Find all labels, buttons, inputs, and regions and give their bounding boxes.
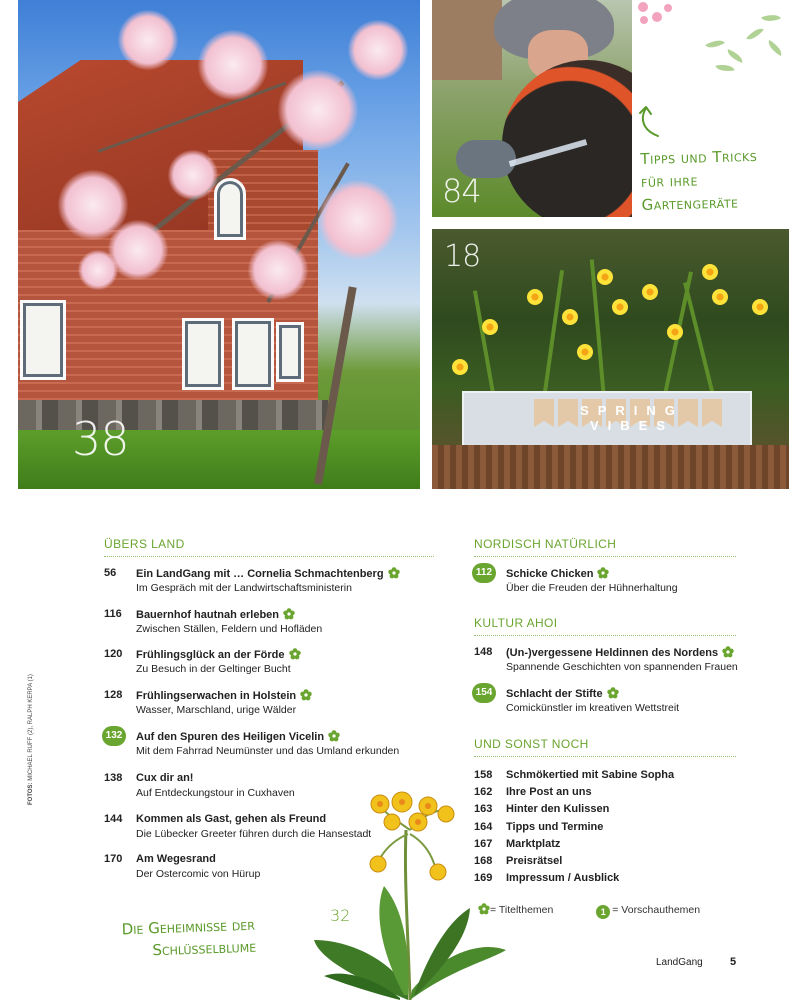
window <box>232 318 274 390</box>
daffodil <box>702 264 718 280</box>
toc-title <box>506 567 609 580</box>
toc-page-number: 170 <box>104 853 123 865</box>
toc-entry <box>474 769 674 781</box>
toc-title-text: Frühlingserwachen in Holstein <box>136 690 297 702</box>
daffodil <box>597 269 613 285</box>
leaf <box>473 290 496 399</box>
toc-title-text: Am Wegesrand <box>136 853 216 865</box>
toc-page-number: 138 <box>104 772 123 784</box>
primrose-line: Die Geheimnisse der <box>121 915 256 939</box>
toc-title-text: Cux dir an! <box>136 772 194 784</box>
title-theme-flower-icon <box>300 689 312 701</box>
toc-title-text: Kommen als Gast, gehen als Freund <box>136 813 327 825</box>
blossom <box>118 10 178 70</box>
toc-subtitle: Wasser, Marschland, urige Wälder <box>136 704 297 716</box>
title-theme-flower-icon <box>607 687 619 699</box>
legend-preview-label: = Vorschauthemen <box>612 904 701 916</box>
toc-title <box>506 646 734 659</box>
preview-badge: 1 <box>596 905 610 919</box>
toc-title <box>136 813 326 825</box>
toc-title-text: Bauernhof hautnah erleben <box>136 609 280 621</box>
toc-page-number: 148 <box>474 646 493 658</box>
callout-line: Tipps und Tricks <box>640 146 758 168</box>
toc-page-number: 132 <box>102 726 126 746</box>
toc-page-number: 56 <box>104 567 117 579</box>
section-divider <box>474 635 736 636</box>
daffodil <box>752 299 768 315</box>
toc-subtitle: Comickünstler im kreativen Wettstreit <box>506 702 680 714</box>
toc-title: Schmökertied mit Sabine Sopha <box>506 769 675 781</box>
title-theme-flower-icon <box>722 646 734 658</box>
leaf <box>725 49 745 63</box>
blossom <box>278 70 358 150</box>
section-title-kultur-ahoi: KULTUR AHOI <box>474 616 558 630</box>
toc-title: Marktplatz <box>506 837 561 850</box>
window <box>214 178 246 240</box>
credits-text: MICHAEL RUFF (2), RALPH KERPA (1) <box>28 674 34 783</box>
leaf <box>746 25 764 44</box>
toc-subtitle: Die Lübecker Greeter führen durch die Hansestadt <box>136 828 372 840</box>
toc-page-number: 112 <box>472 563 496 583</box>
primrose-line: Schlüsselblume <box>152 937 257 960</box>
credits-label: FOTOS: <box>28 782 34 805</box>
window <box>182 318 224 390</box>
toc-title <box>136 648 301 661</box>
blossom <box>248 240 308 300</box>
toc-title-text: Auf den Spuren des Heiligen Vicelin <box>136 731 325 743</box>
shirt <box>432 0 502 80</box>
leaf <box>705 36 725 52</box>
page-number-32: 32 <box>330 906 351 925</box>
blossom <box>78 250 118 290</box>
callout-line: für ihre <box>640 171 699 191</box>
toc-page-number: 168 <box>474 855 493 867</box>
toc-title-text: Frühlingsglück an der Förde <box>136 649 285 661</box>
mower-deck <box>502 60 632 217</box>
window <box>20 300 66 380</box>
toc-page-number: 144 <box>104 813 123 825</box>
section-divider <box>104 556 434 557</box>
toc-title-text: (Un-)vergessene Heldinnen des Nordens <box>506 647 719 659</box>
garden-tools-callout <box>640 144 789 217</box>
daffodil <box>482 319 498 335</box>
page-number-38: 38 <box>72 412 129 466</box>
toc-title-text: Schlacht der Stifte <box>506 688 603 700</box>
garden-tools-photo <box>432 0 632 217</box>
daffodil <box>612 299 628 315</box>
daffodil <box>452 359 468 375</box>
toc-subtitle: Der Ostercomic von Hürup <box>136 868 261 880</box>
leaf <box>683 282 716 399</box>
toc-subtitle: Zu Besuch in der Geltinger Bucht <box>136 663 291 675</box>
daffodil <box>667 324 683 340</box>
leaf <box>765 40 785 56</box>
petal <box>664 4 672 12</box>
section-title-uebers-land: ÜBERS LAND <box>104 537 185 551</box>
title-theme-flower-icon <box>597 567 609 579</box>
toc-title: Impressum / Ausblick <box>506 872 620 885</box>
section-title-nordisch-natuerlich: NORDISCH NATÜRLICH <box>474 537 617 551</box>
toc-page-number: 128 <box>104 689 123 701</box>
toc-page-number: 158 <box>474 769 493 781</box>
curved-arrow-icon <box>636 104 666 138</box>
daffodil <box>562 309 578 325</box>
toc-title <box>136 853 216 865</box>
toc-title-text: Schicke Chicken <box>506 568 594 580</box>
toc-title: Hinter den Kulissen <box>506 803 610 816</box>
toc-page-number: 164 <box>474 820 493 833</box>
section-title-und-sonst-noch: UND SONST NOCH <box>474 737 589 751</box>
title-theme-flower-icon <box>289 648 301 660</box>
planter-lettering: SPRING VIBES <box>580 403 684 433</box>
toc-subtitle: Im Gespräch mit der Landwirtschaftsministerin <box>136 582 352 594</box>
toc-page-number: 167 <box>474 837 493 850</box>
title-theme-flower-icon <box>388 567 400 579</box>
toc-page-number: 116 <box>104 608 122 620</box>
toc-page-number: 120 <box>104 648 123 660</box>
petal <box>652 12 662 22</box>
legend-title-label: = Titelthemen <box>490 904 554 916</box>
leaf <box>542 270 564 399</box>
blossom <box>198 30 268 100</box>
petal <box>638 2 648 12</box>
toc-subtitle: Zwischen Ställen, Feldern und Hofläden <box>136 623 323 635</box>
blossom <box>318 180 398 260</box>
toc-page-number: 154 <box>472 683 496 703</box>
toc-title <box>136 608 295 621</box>
title-theme-flower-icon <box>328 730 340 742</box>
section-divider <box>474 756 736 757</box>
wicker-basket <box>432 445 789 489</box>
toc-subtitle: Auf Entdeckungstour in Cuxhaven <box>136 787 295 799</box>
toc-title <box>136 689 312 702</box>
toc-title: Ihre Post an uns <box>506 786 592 799</box>
toc-title: Preisrätsel <box>506 855 563 867</box>
daffodil <box>577 344 593 360</box>
toc-title <box>506 687 619 700</box>
blossom <box>348 20 408 80</box>
page-number-18: 18 <box>444 239 481 274</box>
leaf <box>761 11 781 25</box>
daffodil <box>712 289 728 305</box>
daffodil <box>642 284 658 300</box>
daffodil <box>527 289 543 305</box>
toc-subtitle: Spannende Geschichten von spannenden Frauen <box>506 661 738 673</box>
title-theme-flower-icon <box>283 608 295 620</box>
toc-title <box>136 772 193 784</box>
petal <box>640 16 648 24</box>
toc-title-text: Ein LandGang mit … Cornelia Schmachtenberg <box>136 568 384 580</box>
daffodils-photo <box>432 229 789 489</box>
callout-line: Gartengeräte <box>641 193 739 214</box>
toc-page-number: 169 <box>474 872 493 885</box>
page-number-84: 84 <box>442 172 481 210</box>
toc-title <box>136 730 340 743</box>
decorative-branch <box>636 0 789 90</box>
photo-credits <box>28 665 34 805</box>
leaf <box>715 62 734 73</box>
primrose-callout <box>121 914 256 963</box>
section-divider <box>474 556 736 557</box>
window <box>276 322 304 382</box>
toc-page-number: 163 <box>474 803 493 816</box>
toc-title <box>136 567 400 580</box>
toc-title: Tipps und Termine <box>506 820 604 833</box>
toc-subtitle: Mit dem Fahrrad Neumünster und das Umland erkunden <box>136 745 400 757</box>
house-photo <box>18 0 420 489</box>
toc-page-number: 162 <box>474 786 493 799</box>
primrose-illustration <box>300 790 510 1000</box>
blossom <box>168 150 218 200</box>
toc-subtitle: Über die Freuden der Hühnerhaltung <box>506 582 678 594</box>
page-number: 5 <box>730 956 737 968</box>
magazine-name: LandGang <box>656 957 703 968</box>
